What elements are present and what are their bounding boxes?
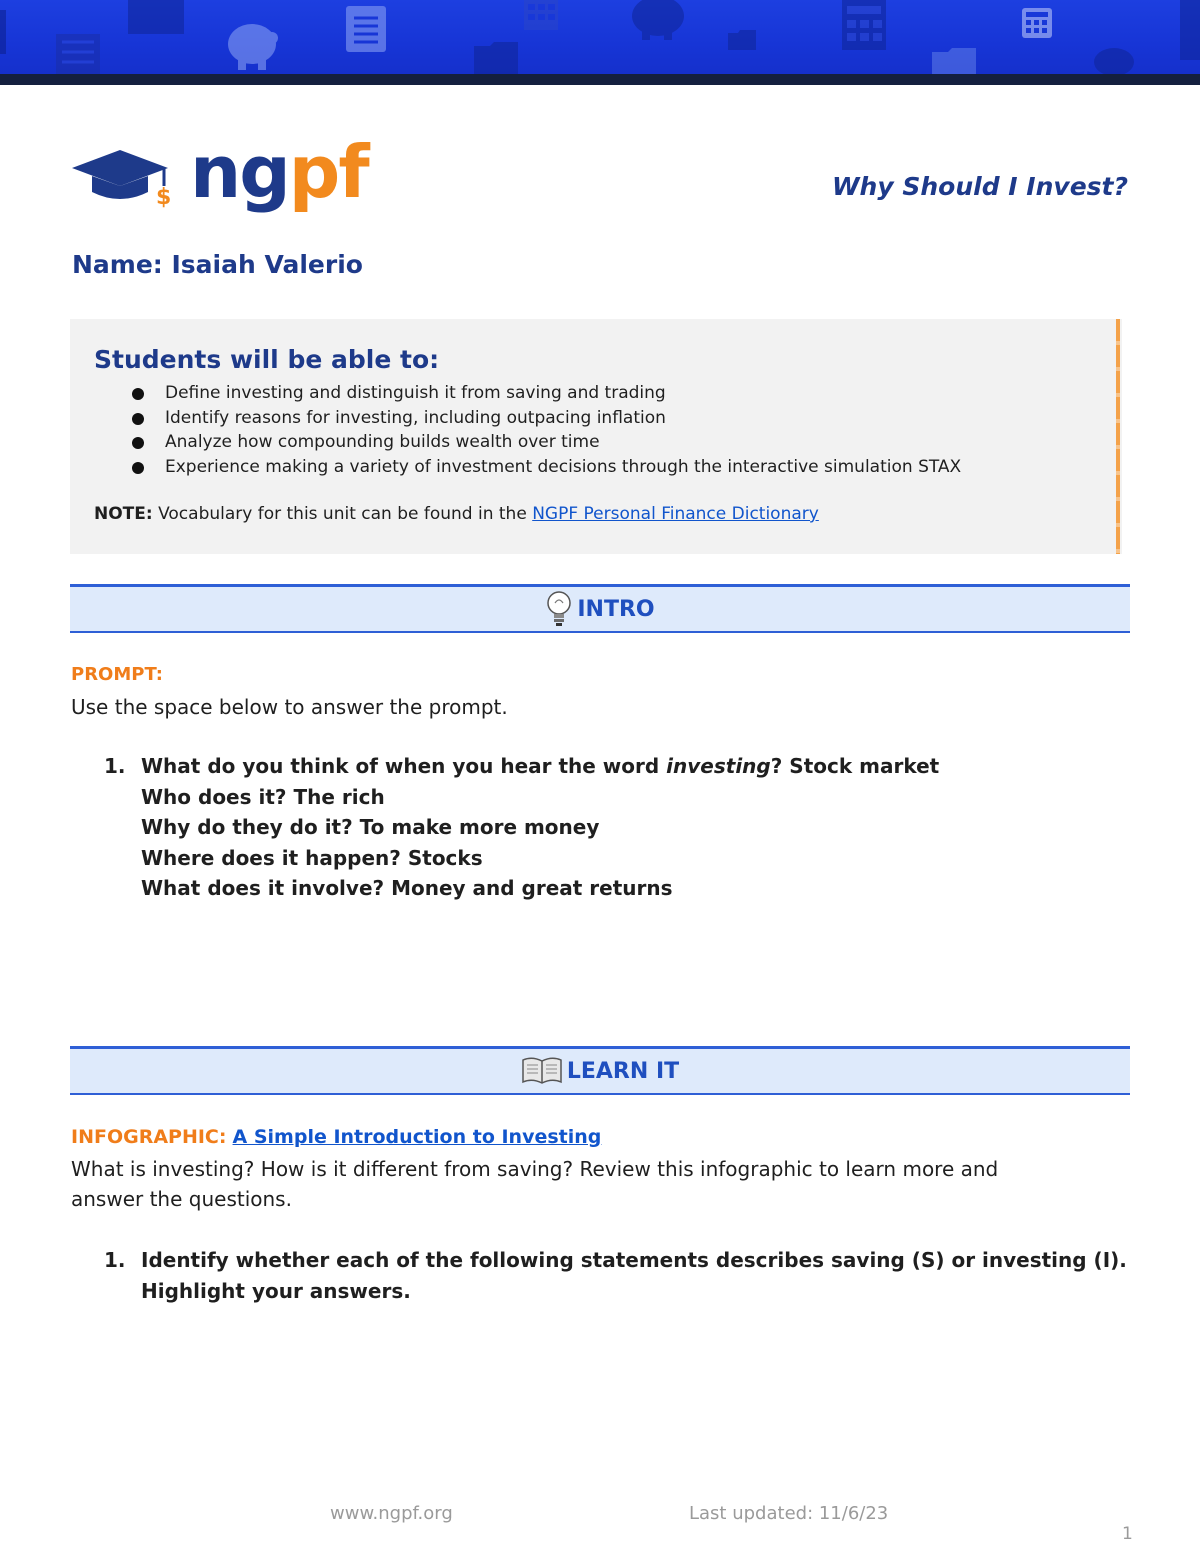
calculator-icon: [524, 0, 558, 30]
vocabulary-note: [94, 504, 819, 524]
answer-line[interactable]: Where does it happen? Stocks: [141, 845, 483, 870]
prompt-instructions: Use the space below to answer the prompt.: [71, 695, 508, 719]
infographic-link[interactable]: A Simple Introduction to Investing: [232, 1126, 602, 1148]
infographic-instructions: What is investing? How is it different from saving? Review this infographic to learn more and answer the questions.: [71, 1157, 999, 1211]
question-number: 1.: [104, 754, 126, 778]
bullet-icon: [132, 388, 144, 400]
question-number: 1.: [104, 1248, 126, 1272]
intro-section-title: INTRO: [577, 596, 655, 622]
document-icon: [0, 10, 6, 54]
infographic-label: INFOGRAPHIC:: [71, 1126, 227, 1148]
logo-wordmark: ngpf: [190, 130, 368, 214]
lightbulb-icon: [545, 589, 573, 629]
objective-item: Define investing and distinguish it from saving and trading: [132, 381, 961, 406]
graduation-cap-icon: [72, 146, 182, 216]
document-icon: [56, 34, 100, 74]
bullet-icon: [132, 437, 144, 449]
calculator-icon: [842, 0, 886, 50]
document-icon: [1180, 0, 1200, 60]
intro-section-header: [70, 584, 1130, 633]
objectives-list: [132, 381, 961, 479]
question-line: What do you think of when you hear the word investing? Stock market: [141, 754, 940, 778]
answer-line[interactable]: Who does it? The rich: [141, 784, 385, 809]
bullet-icon: [132, 413, 144, 425]
infographic-heading: [71, 1126, 601, 1148]
ngpf-logo: [72, 130, 368, 220]
objective-item: Identify reasons for investing, including outpacing inflation: [132, 406, 961, 431]
folder-icon: [474, 42, 518, 74]
piggy-bank-icon: [224, 14, 282, 72]
document-icon: [346, 6, 386, 52]
footer-last-updated: Last updated: 11/6/23: [689, 1503, 889, 1524]
calculator-icon: [1022, 8, 1052, 38]
learn-question-text: Identify whether each of the following statements describes saving (S) or investing (I). Highlight your answers.: [141, 1248, 1127, 1303]
banner-divider: [0, 74, 1200, 85]
footer-url: www.ngpf.org: [330, 1503, 453, 1524]
objective-item: Experience making a variety of investment decisions through the interactive simulation STAX: [132, 455, 961, 480]
bullet-icon: [132, 462, 144, 474]
objectives-heading: Students will be able to:: [94, 345, 440, 374]
answer-line[interactable]: Why do they do it? To make more money: [141, 815, 600, 839]
intro-answer-lines: [141, 751, 939, 904]
note-text: Vocabulary for this unit can be found in the: [152, 504, 533, 524]
header-banner: [0, 0, 1200, 74]
box-accent-edge: [1116, 319, 1120, 554]
learning-objectives-box: [70, 319, 1122, 554]
folder-icon: [932, 48, 976, 74]
svg-text:$: $: [156, 185, 172, 210]
folder-icon: [728, 30, 756, 50]
open-book-icon: [521, 1056, 563, 1086]
document-title: Why Should I Invest?: [831, 172, 1128, 201]
learn-section-title: LEARN IT: [566, 1058, 680, 1084]
objective-item: Analyze how compounding builds wealth over time: [132, 430, 961, 455]
prompt-label: PROMPT:: [71, 664, 163, 685]
folder-icon: [128, 0, 184, 34]
page-number: 1: [1122, 1524, 1133, 1544]
note-label: NOTE:: [94, 504, 153, 524]
student-name: Name: Isaiah Valerio: [72, 250, 363, 279]
learn-section-header: [70, 1046, 1130, 1095]
piggy-bank-icon: [628, 0, 688, 40]
answer-line[interactable]: What does it involve? Money and great returns: [141, 876, 673, 900]
dictionary-link[interactable]: NGPF Personal Finance Dictionary: [532, 504, 819, 524]
piggy-bank-icon: [1092, 44, 1136, 74]
